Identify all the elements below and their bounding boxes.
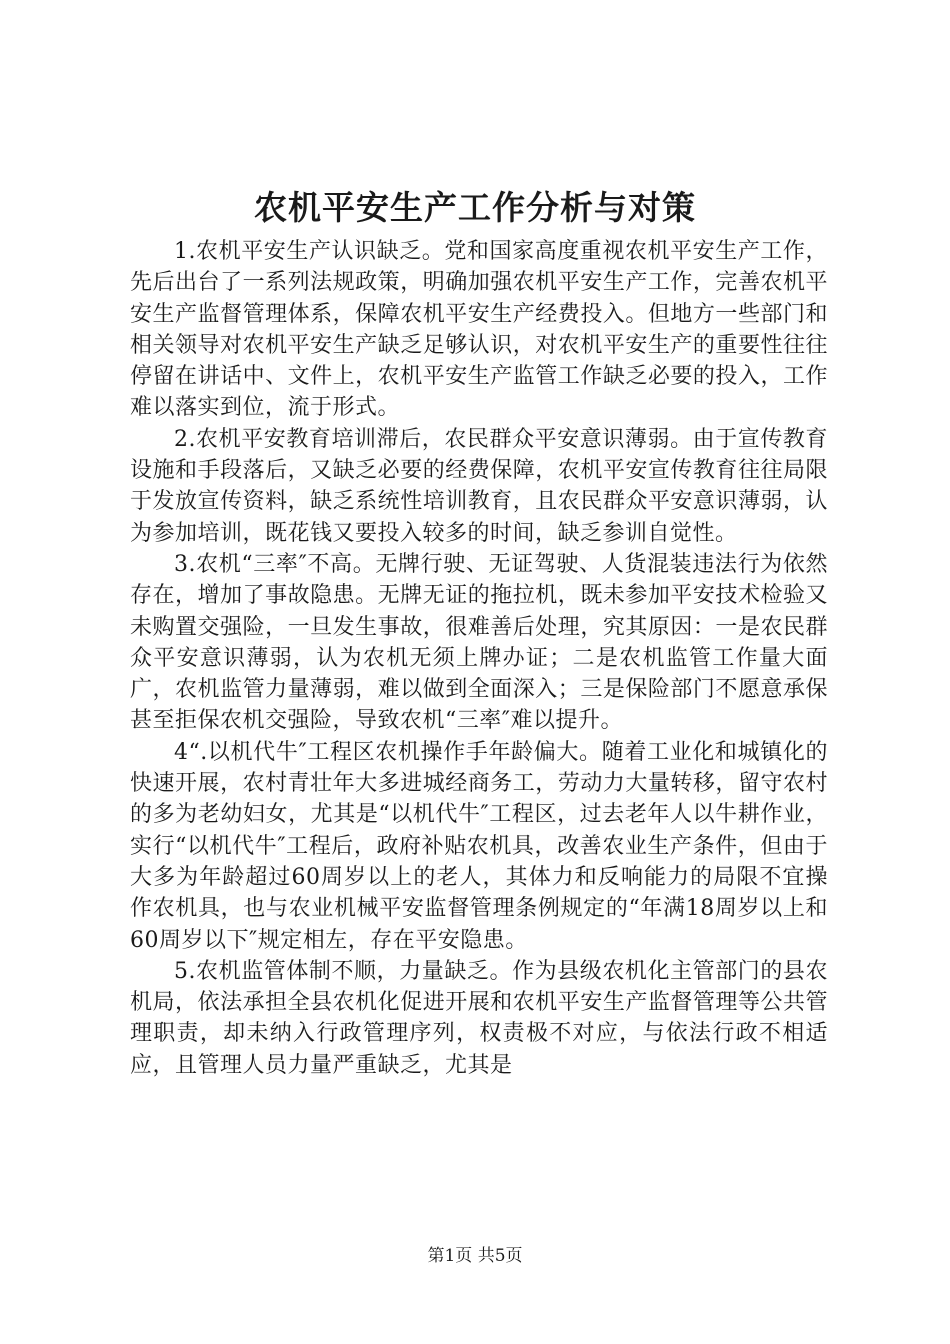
- page-footer: 第1页 共5页: [427, 1246, 523, 1266]
- paragraph-3: 3.农机“三率″不高。无牌行驶、无证驾驶、人货混装违法行为依然存在，增加了事故隐患。无牌无证的拖拉机，既未参加平安技术检验又未购置交强险，一旦发生事故，很难善后处理，究其原因：一是农民群众平安意识薄弱，认为农机无须上牌办证；二是农机监管工作量大面广，农机监管力量薄弱，难以做到全面深入；三是保险部门不愿意承保甚至拒保农机交强险，导致农机“三率″难以提升。: [130, 551, 828, 734]
- paragraph-1: 1.农机平安生产认识缺乏。党和国家高度重视农机平安生产工作，先后出台了一系列法规政策，明确加强农机平安生产工作，完善农机平安生产监督管理体系，保障农机平安生产经费投入。但地方一些部门和相关领导对农机平安生产缺乏足够认识，对农机平安生产的重要性往往停留在讲话中、文件上，农机平安生产监管工作缺乏必要的投入，工作难以落实到位，流于形式。: [130, 239, 828, 421]
- document-title: 农机平安生产工作分析与对策: [254, 188, 696, 227]
- document-body: [130, 236, 828, 1081]
- paragraph-5: 5.农机监管体制不顺，力量缺乏。作为县级农机化主管部门的县农机局，依法承担全县农机化促进开展和农机平安生产监督管理等公共管理职责，却未纳入行政管理序列，权责极不对应，与依法行政不相适应，且管理人员力量严重缺乏，尤其是: [130, 958, 828, 1078]
- paragraph-4: 4“.以机代牛″工程区农机操作手年龄偏大。随着工业化和城镇化的快速开展，农村青壮年大多进城经商务工，劳动力大量转移，留守农村的多为老幼妇女，尤其是“以机代牛″工程区，过去老年人以牛耕作业，实行“以机代牛″工程后，政府补贴农机具，改善农业生产条件，但由于大多为年龄超过60周岁以上的老人，其体力和反响能力的局限不宜操作农机具，也与农业机械平安监督管理条例规定的“年满18周岁以上和60周岁以下″规定相左，存在平安隐患。: [130, 739, 828, 953]
- paragraph-2: 2.农机平安教育培训滞后，农民群众平安意识薄弱。由于宣传教育设施和手段落后，又缺乏必要的经费保障，农机平安宣传教育往往局限于发放宣传资料，缺乏系统性培训教育，且农民群众平安意识薄弱，认为参加培训，既花钱又要投入较多的时间，缺乏参训自觉性。: [130, 426, 828, 546]
